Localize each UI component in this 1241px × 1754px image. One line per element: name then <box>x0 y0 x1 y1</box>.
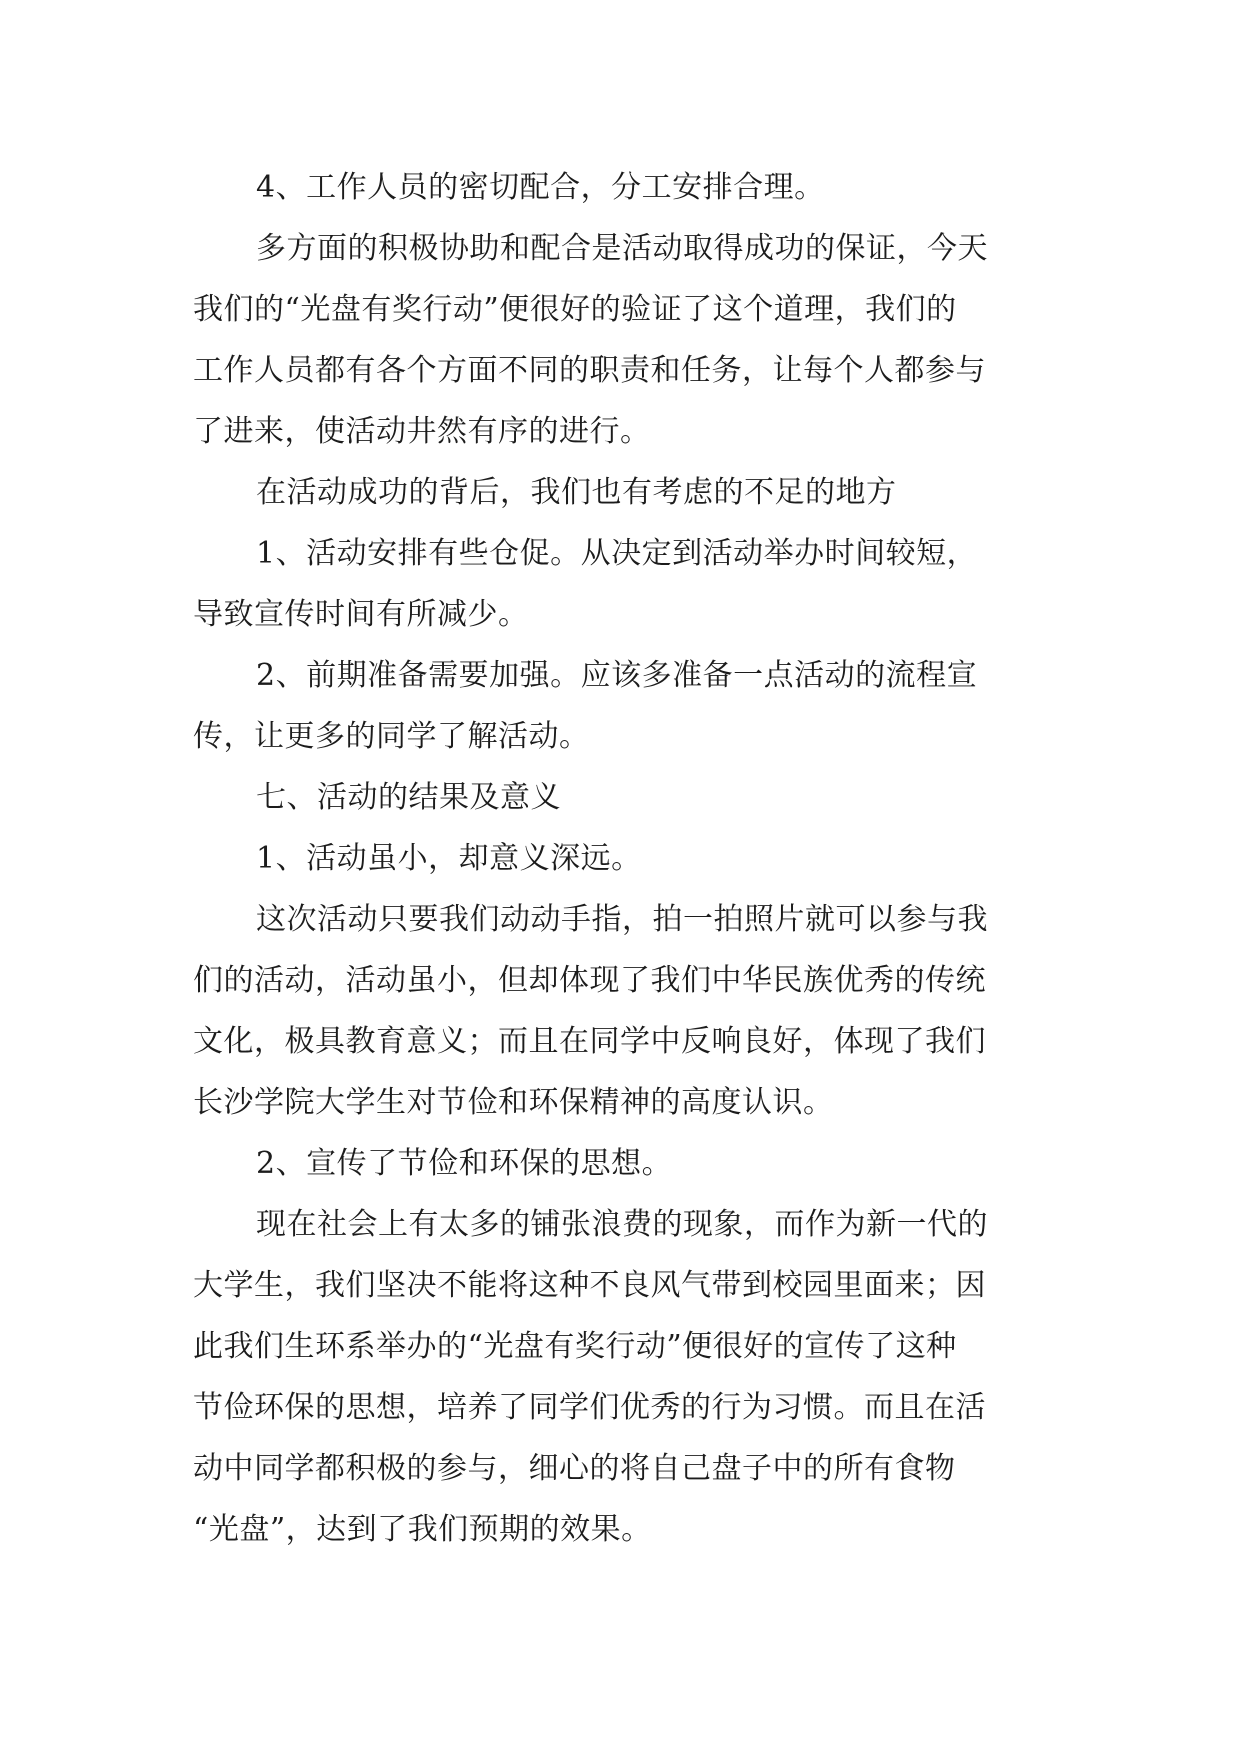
text-line: 这次活动只要我们动动手指，拍一拍照片就可以参与我 <box>256 902 988 937</box>
text-line: 大学生，我们坚决不能将这种不良风气带到校园里面来；因 <box>193 1268 986 1303</box>
text-line: 我们的“光盘有奖行动”便很好的验证了这个道理，我们的 <box>193 292 957 327</box>
section-heading: 七、活动的结果及意义 <box>256 780 561 815</box>
text-line: 节俭环保的思想，培养了同学们优秀的行为习惯。而且在活 <box>193 1390 986 1425</box>
document-body <box>193 157 1053 1560</box>
text-line: 现在社会上有太多的铺张浪费的现象，而作为新一代的 <box>256 1207 988 1242</box>
text-line: 们的活动，活动虽小，但却体现了我们中华民族优秀的传统 <box>193 963 986 998</box>
text-line: 了进来，使活动井然有序的进行。 <box>193 414 651 449</box>
text-line: 长沙学院大学生对节俭和环保精神的高度认识。 <box>193 1085 834 1120</box>
text-line: 工作人员都有各个方面不同的职责和任务，让每个人都参与 <box>193 353 986 388</box>
text-line: 1、活动虽小，却意义深远。 <box>256 841 642 876</box>
text-line: 2、前期准备需要加强。应该多准备一点活动的流程宣 <box>256 658 978 693</box>
text-line: 动中同学都积极的参与，细心的将自己盘子中的所有食物 <box>193 1451 956 1486</box>
text-line: 导致宣传时间有所减少。 <box>193 597 529 632</box>
text-line: 在活动成功的背后，我们也有考虑的不足的地方 <box>256 475 897 510</box>
text-line: 2、宣传了节俭和环保的思想。 <box>256 1146 673 1181</box>
text-line: “光盘”，达到了我们预期的效果。 <box>193 1512 652 1547</box>
text-line: 此我们生环系举办的“光盘有奖行动”便很好的宣传了这种 <box>193 1329 957 1364</box>
text-line: 传，让更多的同学了解活动。 <box>193 719 590 754</box>
text-line: 文化，极具教育意义；而且在同学中反响良好，体现了我们 <box>193 1024 986 1059</box>
text-line: 4、工作人员的密切配合，分工安排合理。 <box>256 170 825 205</box>
text-line: 1、活动安排有些仓促。从决定到活动举办时间较短， <box>256 536 978 571</box>
text-line: 多方面的积极协助和配合是活动取得成功的保证，今天 <box>256 231 988 266</box>
